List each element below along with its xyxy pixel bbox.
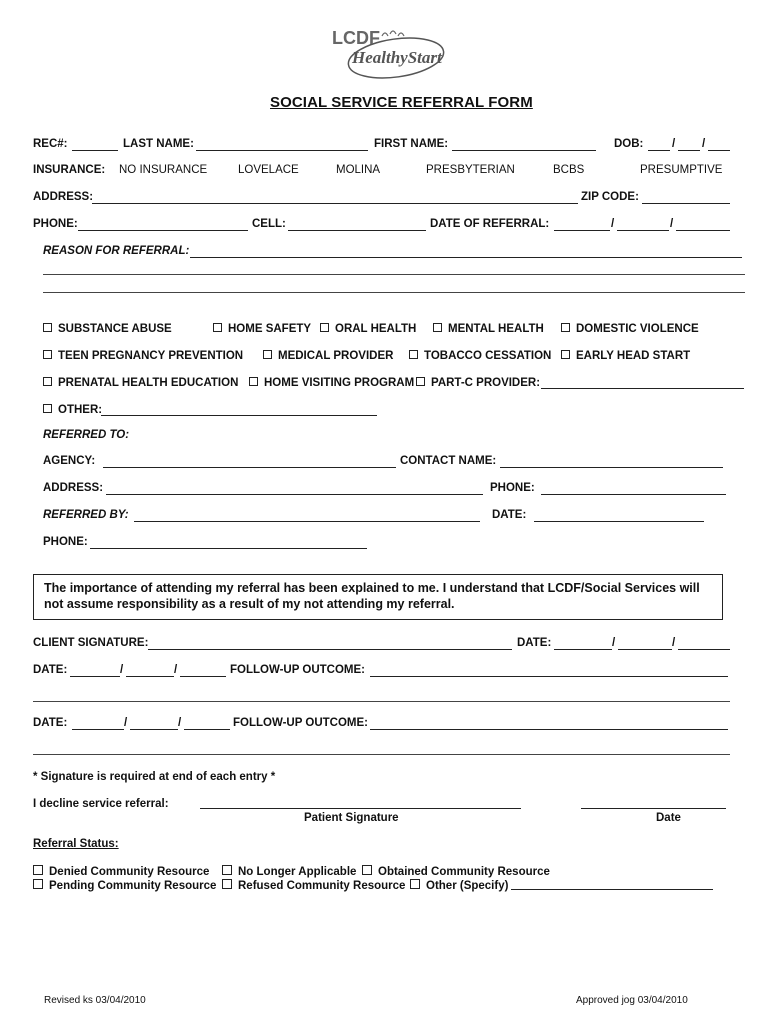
followup-date-label: DATE:: [33, 717, 68, 729]
zip-field[interactable]: [642, 203, 730, 204]
referred-by-label: REFERRED BY:: [43, 509, 129, 521]
service-label: PRENATAL HEALTH EDUCATION: [58, 377, 239, 389]
dob-label: DOB:: [614, 138, 644, 150]
cell-field[interactable]: [288, 230, 426, 231]
followup-outcome-label: FOLLOW-UP OUTCOME:: [233, 717, 368, 729]
reason-label: REASON FOR REFERRAL:: [43, 245, 190, 257]
reason-field[interactable]: [190, 257, 742, 258]
sig-day-field[interactable]: [618, 649, 672, 650]
patient-signature-field[interactable]: [200, 808, 521, 809]
checkbox-icon[interactable]: [409, 350, 418, 359]
insurance-option[interactable]: PRESBYTERIAN: [426, 164, 515, 176]
dob-slash: /: [672, 138, 676, 150]
client-signature-label: CLIENT SIGNATURE:: [33, 637, 149, 649]
checkbox-icon[interactable]: [213, 323, 222, 332]
referred-phone2-field[interactable]: [90, 548, 367, 549]
service-label: SUBSTANCE ABUSE: [58, 323, 172, 335]
referred-phone-field[interactable]: [541, 494, 726, 495]
date-slash: /: [120, 664, 124, 676]
status-label: Denied Community Resource: [49, 866, 210, 878]
signature-note: * Signature is required at end of each entry *: [33, 771, 276, 783]
service-label: PART-C PROVIDER:: [431, 377, 541, 389]
dob-day-field[interactable]: [678, 150, 700, 151]
date-slash: /: [124, 717, 128, 729]
followup2-month-field[interactable]: [72, 729, 124, 730]
insurance-option[interactable]: NO INSURANCE: [119, 164, 208, 176]
date-slash: /: [178, 717, 182, 729]
followup-date-label: DATE:: [33, 664, 68, 676]
insurance-option[interactable]: MOLINA: [336, 164, 381, 176]
referred-to-heading: REFERRED TO:: [43, 429, 130, 441]
service-checkbox[interactable]: [416, 377, 540, 389]
service-label: EARLY HEAD START: [576, 350, 691, 362]
last-name-field[interactable]: [196, 150, 368, 151]
followup-outcome-label: FOLLOW-UP OUTCOME:: [230, 664, 365, 676]
followup2-year-field[interactable]: [184, 729, 230, 730]
service-label: DOMESTIC VIOLENCE: [576, 323, 699, 335]
phone-label: PHONE:: [33, 218, 78, 230]
service-checkbox[interactable]: [43, 323, 172, 335]
zip-label: ZIP CODE:: [581, 191, 639, 203]
part-c-provider-field[interactable]: [541, 388, 744, 389]
decline-date-caption: Date: [656, 812, 681, 824]
service-checkbox[interactable]: [43, 377, 238, 389]
service-checkbox[interactable]: [213, 323, 311, 335]
sig-month-field[interactable]: [554, 649, 612, 650]
referred-date-label: DATE:: [492, 509, 527, 521]
insurance-label: INSURANCE:: [33, 164, 106, 176]
status-checkbox[interactable]: [410, 879, 508, 892]
status-label: No Longer Applicable: [238, 866, 357, 878]
logo-line1: LCDF: [332, 28, 380, 48]
referred-date-field[interactable]: [534, 521, 704, 522]
contact-name-label: CONTACT NAME:: [400, 455, 497, 467]
service-checkbox[interactable]: [263, 350, 393, 362]
other-field[interactable]: [101, 415, 377, 416]
checkbox-icon[interactable]: [263, 350, 272, 359]
rec-label: REC#:: [33, 138, 68, 150]
client-signature-field[interactable]: [148, 649, 512, 650]
referral-month-field[interactable]: [554, 230, 610, 231]
service-label: HOME VISITING PROGRAM: [264, 377, 415, 389]
service-label: OTHER:: [58, 404, 103, 416]
date-slash: /: [174, 664, 178, 676]
service-label: MENTAL HEALTH: [448, 323, 544, 335]
followup1-line[interactable]: [33, 701, 730, 702]
date-slash: /: [670, 218, 674, 230]
checkbox-icon[interactable]: [33, 879, 43, 889]
status-checkbox[interactable]: [33, 865, 209, 878]
date-slash: /: [672, 637, 676, 649]
service-checkbox[interactable]: [561, 350, 690, 362]
last-name-label: LAST NAME:: [123, 138, 194, 150]
service-label: HOME SAFETY: [228, 323, 312, 335]
checkbox-icon[interactable]: [433, 323, 442, 332]
contact-name-field[interactable]: [500, 467, 723, 468]
referred-address-field[interactable]: [106, 494, 483, 495]
first-name-field[interactable]: [452, 150, 596, 151]
followup1-month-field[interactable]: [70, 676, 120, 677]
service-label: TEEN PREGNANCY PREVENTION: [58, 350, 244, 362]
first-name-label: FIRST NAME:: [374, 138, 449, 150]
referred-phone-label: PHONE:: [490, 482, 535, 494]
checkbox-icon[interactable]: [33, 865, 43, 875]
status-label: Pending Community Resource: [49, 880, 217, 892]
rec-field[interactable]: [72, 150, 118, 151]
service-checkbox[interactable]: [43, 350, 243, 362]
checkbox-icon[interactable]: [222, 865, 232, 875]
checkbox-icon[interactable]: [416, 377, 425, 386]
checkbox-icon[interactable]: [410, 879, 420, 889]
status-checkbox[interactable]: [362, 865, 550, 878]
service-label: ORAL HEALTH: [335, 323, 417, 335]
other-specify-field[interactable]: [511, 889, 713, 890]
checkbox-icon[interactable]: [249, 377, 258, 386]
service-checkbox[interactable]: [433, 323, 544, 335]
checkbox-icon[interactable]: [320, 323, 329, 332]
address-field[interactable]: [92, 203, 578, 204]
service-checkbox[interactable]: [409, 350, 551, 362]
referred-by-field[interactable]: [134, 521, 480, 522]
dob-year-field[interactable]: [708, 150, 730, 151]
checkbox-icon[interactable]: [561, 350, 570, 359]
status-checkbox[interactable]: [222, 865, 356, 878]
followup2-line[interactable]: [33, 754, 730, 755]
logo-line2: HealthyStart: [352, 48, 442, 67]
dob-slash: /: [702, 138, 706, 150]
service-checkbox[interactable]: [561, 323, 699, 335]
reason-line[interactable]: [43, 292, 745, 293]
status-label: Refused Community Resource: [238, 880, 406, 892]
decline-label: I decline service referral:: [33, 798, 169, 810]
checkbox-icon[interactable]: [43, 377, 52, 386]
sig-year-field[interactable]: [678, 649, 730, 650]
followup1-outcome-field[interactable]: [370, 676, 728, 677]
service-checkbox[interactable]: [249, 377, 414, 389]
dob-month-field[interactable]: [648, 150, 670, 151]
page-title: SOCIAL SERVICE REFERRAL FORM: [270, 94, 533, 111]
referral-day-field[interactable]: [617, 230, 669, 231]
referral-status-heading: Referral Status:: [33, 838, 119, 850]
referral-year-field[interactable]: [676, 230, 730, 231]
followup2-outcome-field[interactable]: [370, 729, 728, 730]
insurance-option[interactable]: BCBS: [553, 164, 585, 176]
date-of-referral-label: DATE OF REFERRAL:: [430, 218, 550, 230]
footer-revised: Revised ks 03/04/2010: [44, 995, 146, 1006]
checkbox-icon[interactable]: [362, 865, 372, 875]
decline-date-field[interactable]: [581, 808, 726, 809]
status-checkbox[interactable]: [33, 879, 216, 892]
service-label: MEDICAL PROVIDER: [278, 350, 394, 362]
checkbox-icon[interactable]: [561, 323, 570, 332]
signature-date-label: DATE:: [517, 637, 552, 649]
checkbox-icon[interactable]: [222, 879, 232, 889]
date-slash: /: [612, 637, 616, 649]
date-slash: /: [611, 218, 615, 230]
followup2-day-field[interactable]: [130, 729, 178, 730]
referred-phone2-label: PHONE:: [43, 536, 88, 548]
followup1-year-field[interactable]: [180, 676, 226, 677]
address-label: ADDRESS:: [33, 191, 94, 203]
agency-label: AGENCY:: [43, 455, 96, 467]
cell-label: CELL:: [252, 218, 286, 230]
footer-approved: Approved jog 03/04/2010: [576, 995, 688, 1006]
acknowledgement-notice: The importance of attending my referral has been explained to me. I understand that LCDF/Social Services will not assume responsibility as a result of my not attending my referral.: [33, 574, 723, 620]
reason-line[interactable]: [43, 274, 745, 275]
status-checkbox[interactable]: [222, 879, 405, 892]
logo: [330, 26, 448, 82]
followup1-day-field[interactable]: [126, 676, 174, 677]
status-label: Obtained Community Resource: [378, 866, 550, 878]
status-label: Other (Specify): [426, 880, 509, 892]
checkbox-icon[interactable]: [43, 404, 52, 413]
patient-signature-caption: Patient Signature: [304, 812, 399, 824]
phone-field[interactable]: [78, 230, 248, 231]
service-checkbox[interactable]: [43, 404, 102, 416]
insurance-option[interactable]: LOVELACE: [238, 164, 299, 176]
checkbox-icon[interactable]: [43, 323, 52, 332]
service-checkbox[interactable]: [320, 323, 416, 335]
referred-address-label: ADDRESS:: [43, 482, 104, 494]
checkbox-icon[interactable]: [43, 350, 52, 359]
agency-field[interactable]: [103, 467, 396, 468]
service-label: TOBACCO CESSATION: [424, 350, 552, 362]
insurance-option[interactable]: PRESUMPTIVE: [640, 164, 723, 176]
